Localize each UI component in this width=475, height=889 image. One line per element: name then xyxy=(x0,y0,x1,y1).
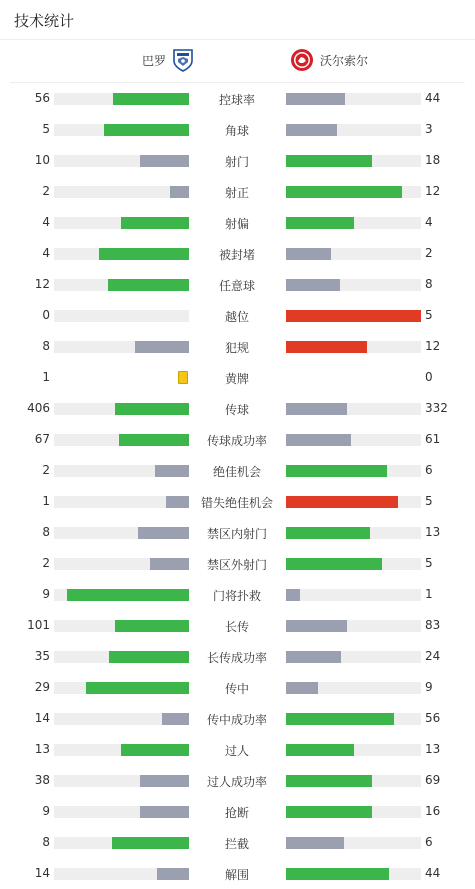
home-bar-track xyxy=(54,527,189,539)
stat-row xyxy=(0,517,475,548)
away-bar xyxy=(286,806,372,818)
stat-label: 绝佳机会 xyxy=(212,465,261,479)
away-value: 4 xyxy=(425,215,433,229)
stat-label: 禁区外射门 xyxy=(206,558,267,572)
home-value: 10 xyxy=(34,153,50,167)
home-bar-track xyxy=(54,775,189,787)
stat-row xyxy=(0,703,475,734)
stat-label: 禁区内射门 xyxy=(206,527,267,541)
stat-label: 控球率 xyxy=(218,93,255,107)
stat-label: 越位 xyxy=(224,310,249,324)
home-value: 9 xyxy=(42,587,50,601)
stat-label: 门将扑救 xyxy=(212,589,261,603)
stat-row xyxy=(0,548,475,579)
stat-row xyxy=(0,238,475,269)
home-value: 2 xyxy=(42,556,50,570)
away-bar-track xyxy=(286,651,421,663)
stat-label: 抢断 xyxy=(224,806,249,820)
home-bar xyxy=(170,186,189,198)
away-value: 8 xyxy=(425,277,433,291)
away-value: 13 xyxy=(425,525,441,539)
home-bar-track xyxy=(54,124,189,136)
away-bar-track xyxy=(286,124,421,136)
away-bar xyxy=(286,558,382,570)
stat-label: 角球 xyxy=(224,124,249,138)
away-bar xyxy=(286,527,370,539)
away-value: 2 xyxy=(425,246,433,260)
away-bar xyxy=(286,434,351,446)
home-bar xyxy=(99,248,189,260)
away-value: 44 xyxy=(425,866,441,880)
away-value: 13 xyxy=(425,742,441,756)
home-bar xyxy=(150,558,189,570)
home-value: 4 xyxy=(42,215,50,229)
stat-label: 射正 xyxy=(224,186,249,200)
home-value: 0 xyxy=(42,308,50,322)
stat-row xyxy=(0,455,475,486)
home-bar xyxy=(67,589,189,601)
away-bar-track xyxy=(286,837,421,849)
home-bar xyxy=(115,620,189,632)
away-bar-track xyxy=(286,155,421,167)
away-value: 12 xyxy=(425,184,441,198)
away-value: 0 xyxy=(425,370,433,384)
stat-label: 犯规 xyxy=(224,341,249,355)
home-bar xyxy=(121,744,189,756)
home-bar-track xyxy=(54,682,189,694)
home-team[interactable] xyxy=(142,48,194,72)
home-bar-track xyxy=(54,403,189,415)
home-bar xyxy=(138,527,189,539)
away-bar xyxy=(286,620,347,632)
home-value: 8 xyxy=(42,339,50,353)
stat-row xyxy=(0,145,475,176)
home-bar xyxy=(115,403,189,415)
away-bar-track xyxy=(286,558,421,570)
home-bar xyxy=(140,775,189,787)
home-bar-track xyxy=(54,868,189,880)
home-value: 1 xyxy=(42,494,50,508)
stat-label: 过人成功率 xyxy=(206,775,267,789)
home-bar xyxy=(112,837,189,849)
away-value: 9 xyxy=(425,680,433,694)
away-bar xyxy=(286,837,344,849)
away-bar-track xyxy=(286,217,421,229)
stat-label: 长传 xyxy=(224,620,249,634)
home-bar-track xyxy=(54,155,189,167)
away-value: 5 xyxy=(425,308,433,322)
home-bar xyxy=(162,713,189,725)
away-bar-track xyxy=(286,341,421,353)
away-value: 332 xyxy=(425,401,448,415)
home-bar xyxy=(140,806,189,818)
away-bar xyxy=(286,186,402,198)
home-bar-track xyxy=(54,620,189,632)
away-bar xyxy=(286,217,354,229)
stat-row xyxy=(0,176,475,207)
home-value: 2 xyxy=(42,463,50,477)
home-value: 38 xyxy=(34,773,50,787)
section-header xyxy=(0,0,475,40)
away-value: 3 xyxy=(425,122,433,136)
stat-row xyxy=(0,610,475,641)
away-bar xyxy=(286,651,341,663)
stat-row xyxy=(0,672,475,703)
away-bar xyxy=(286,155,372,167)
home-value: 5 xyxy=(42,122,50,136)
stat-label: 长传成功率 xyxy=(206,651,267,665)
home-bar-track xyxy=(54,93,189,105)
home-bar-track xyxy=(54,558,189,570)
away-bar-track xyxy=(286,186,421,198)
stat-row xyxy=(0,641,475,672)
away-value: 56 xyxy=(425,711,441,725)
home-value: 406 xyxy=(27,401,50,415)
stat-row xyxy=(0,827,475,858)
stat-row xyxy=(0,424,475,455)
teams-header xyxy=(10,40,465,83)
stat-label: 任意球 xyxy=(218,279,255,293)
away-bar xyxy=(286,775,372,787)
home-value: 2 xyxy=(42,184,50,198)
home-value: 29 xyxy=(34,680,50,694)
away-value: 18 xyxy=(425,153,441,167)
away-bar-track xyxy=(286,620,421,632)
away-bar xyxy=(286,465,387,477)
away-bar xyxy=(286,744,354,756)
away-bar xyxy=(286,248,331,260)
stat-row xyxy=(0,207,475,238)
stats-list xyxy=(0,83,475,889)
away-value: 6 xyxy=(425,835,433,849)
section-title: 技术统计 xyxy=(14,12,75,30)
away-value: 61 xyxy=(425,432,441,446)
away-value: 16 xyxy=(425,804,441,818)
home-bar-track xyxy=(54,713,189,725)
home-bar xyxy=(166,496,189,508)
home-team-crest-icon xyxy=(172,48,194,72)
stat-label: 射偏 xyxy=(224,217,249,231)
away-bar-track xyxy=(286,527,421,539)
away-bar-track xyxy=(286,868,421,880)
home-value: 14 xyxy=(34,711,50,725)
home-bar xyxy=(119,434,189,446)
away-bar-track xyxy=(286,775,421,787)
home-bar xyxy=(155,465,189,477)
away-bar xyxy=(286,93,345,105)
away-value: 44 xyxy=(425,91,441,105)
home-bar-track xyxy=(54,496,189,508)
away-bar-track xyxy=(286,496,421,508)
yellow-card-icon xyxy=(178,371,188,384)
away-bar-track xyxy=(286,744,421,756)
away-bar xyxy=(286,496,398,508)
stat-label: 传球成功率 xyxy=(206,434,267,448)
home-value: 1 xyxy=(42,370,50,384)
home-team-name: 巴罗 xyxy=(141,53,166,68)
stat-row xyxy=(0,734,475,765)
away-value: 5 xyxy=(425,494,433,508)
home-bar xyxy=(104,124,189,136)
stat-label: 解围 xyxy=(224,868,249,882)
away-value: 6 xyxy=(425,463,433,477)
stat-row xyxy=(0,300,475,331)
home-value: 8 xyxy=(42,835,50,849)
home-bar xyxy=(108,279,189,291)
home-value: 14 xyxy=(34,866,50,880)
home-bar-track xyxy=(54,279,189,291)
home-bar-track xyxy=(54,248,189,260)
stat-label: 被封堵 xyxy=(218,248,255,262)
stat-label: 拦截 xyxy=(224,837,249,851)
home-value: 12 xyxy=(34,277,50,291)
stat-row xyxy=(0,114,475,145)
away-bar-track xyxy=(286,403,421,415)
away-bar xyxy=(286,403,347,415)
stat-label: 传中 xyxy=(224,682,249,696)
home-value: 8 xyxy=(42,525,50,539)
away-bar xyxy=(286,713,394,725)
away-value: 12 xyxy=(425,339,441,353)
away-bar-track xyxy=(286,434,421,446)
away-bar-track xyxy=(286,465,421,477)
home-bar xyxy=(157,868,189,880)
stat-row xyxy=(0,579,475,610)
home-value: 67 xyxy=(34,432,50,446)
stat-row xyxy=(0,765,475,796)
away-bar xyxy=(286,310,421,322)
away-bar xyxy=(286,868,389,880)
stat-label: 错失绝佳机会 xyxy=(200,496,273,510)
away-value: 69 xyxy=(425,773,441,787)
home-bar-track xyxy=(54,589,189,601)
away-bar xyxy=(286,124,337,136)
home-value: 13 xyxy=(34,742,50,756)
away-value: 5 xyxy=(425,556,433,570)
away-bar-track xyxy=(286,713,421,725)
home-bar-track xyxy=(54,465,189,477)
home-bar-track xyxy=(54,806,189,818)
away-team-crest-icon xyxy=(290,48,314,72)
stat-label: 传中成功率 xyxy=(206,713,267,727)
home-bar xyxy=(86,682,189,694)
stat-row xyxy=(0,269,475,300)
home-value: 4 xyxy=(42,246,50,260)
away-bar xyxy=(286,589,300,601)
home-bar xyxy=(121,217,189,229)
home-bar xyxy=(109,651,189,663)
stat-row xyxy=(0,83,475,114)
home-bar-track xyxy=(54,310,189,322)
away-value: 24 xyxy=(425,649,441,663)
stat-row xyxy=(0,486,475,517)
away-value: 83 xyxy=(425,618,441,632)
home-bar-track xyxy=(54,341,189,353)
away-bar xyxy=(286,341,367,353)
away-bar-track xyxy=(286,279,421,291)
home-bar-track xyxy=(54,651,189,663)
stat-label: 过人 xyxy=(224,744,249,758)
stat-row xyxy=(0,796,475,827)
stat-row xyxy=(0,331,475,362)
stat-label: 传球 xyxy=(224,403,249,417)
home-bar xyxy=(135,341,189,353)
home-bar-track xyxy=(54,217,189,229)
home-value: 9 xyxy=(42,804,50,818)
home-bar-track xyxy=(54,744,189,756)
home-bar-track xyxy=(54,434,189,446)
away-team-name: 沃尔索尔 xyxy=(320,53,369,68)
away-bar xyxy=(286,682,318,694)
away-team[interactable] xyxy=(290,48,368,72)
home-bar-track xyxy=(54,186,189,198)
away-bar-track xyxy=(286,682,421,694)
away-bar-track xyxy=(286,248,421,260)
stat-row xyxy=(0,858,475,889)
stat-label: 射门 xyxy=(224,155,249,169)
home-bar-track xyxy=(54,837,189,849)
home-value: 101 xyxy=(27,618,50,632)
stat-label: 黄牌 xyxy=(224,372,249,386)
stat-row xyxy=(0,362,475,393)
away-bar-track xyxy=(286,589,421,601)
away-bar-track xyxy=(286,806,421,818)
home-bar xyxy=(140,155,189,167)
home-bar xyxy=(113,93,189,105)
away-bar-track xyxy=(286,93,421,105)
away-bar xyxy=(286,279,340,291)
home-value: 35 xyxy=(34,649,50,663)
away-bar-track xyxy=(286,310,421,322)
away-value: 1 xyxy=(425,587,433,601)
stat-row xyxy=(0,393,475,424)
home-value: 56 xyxy=(34,91,50,105)
